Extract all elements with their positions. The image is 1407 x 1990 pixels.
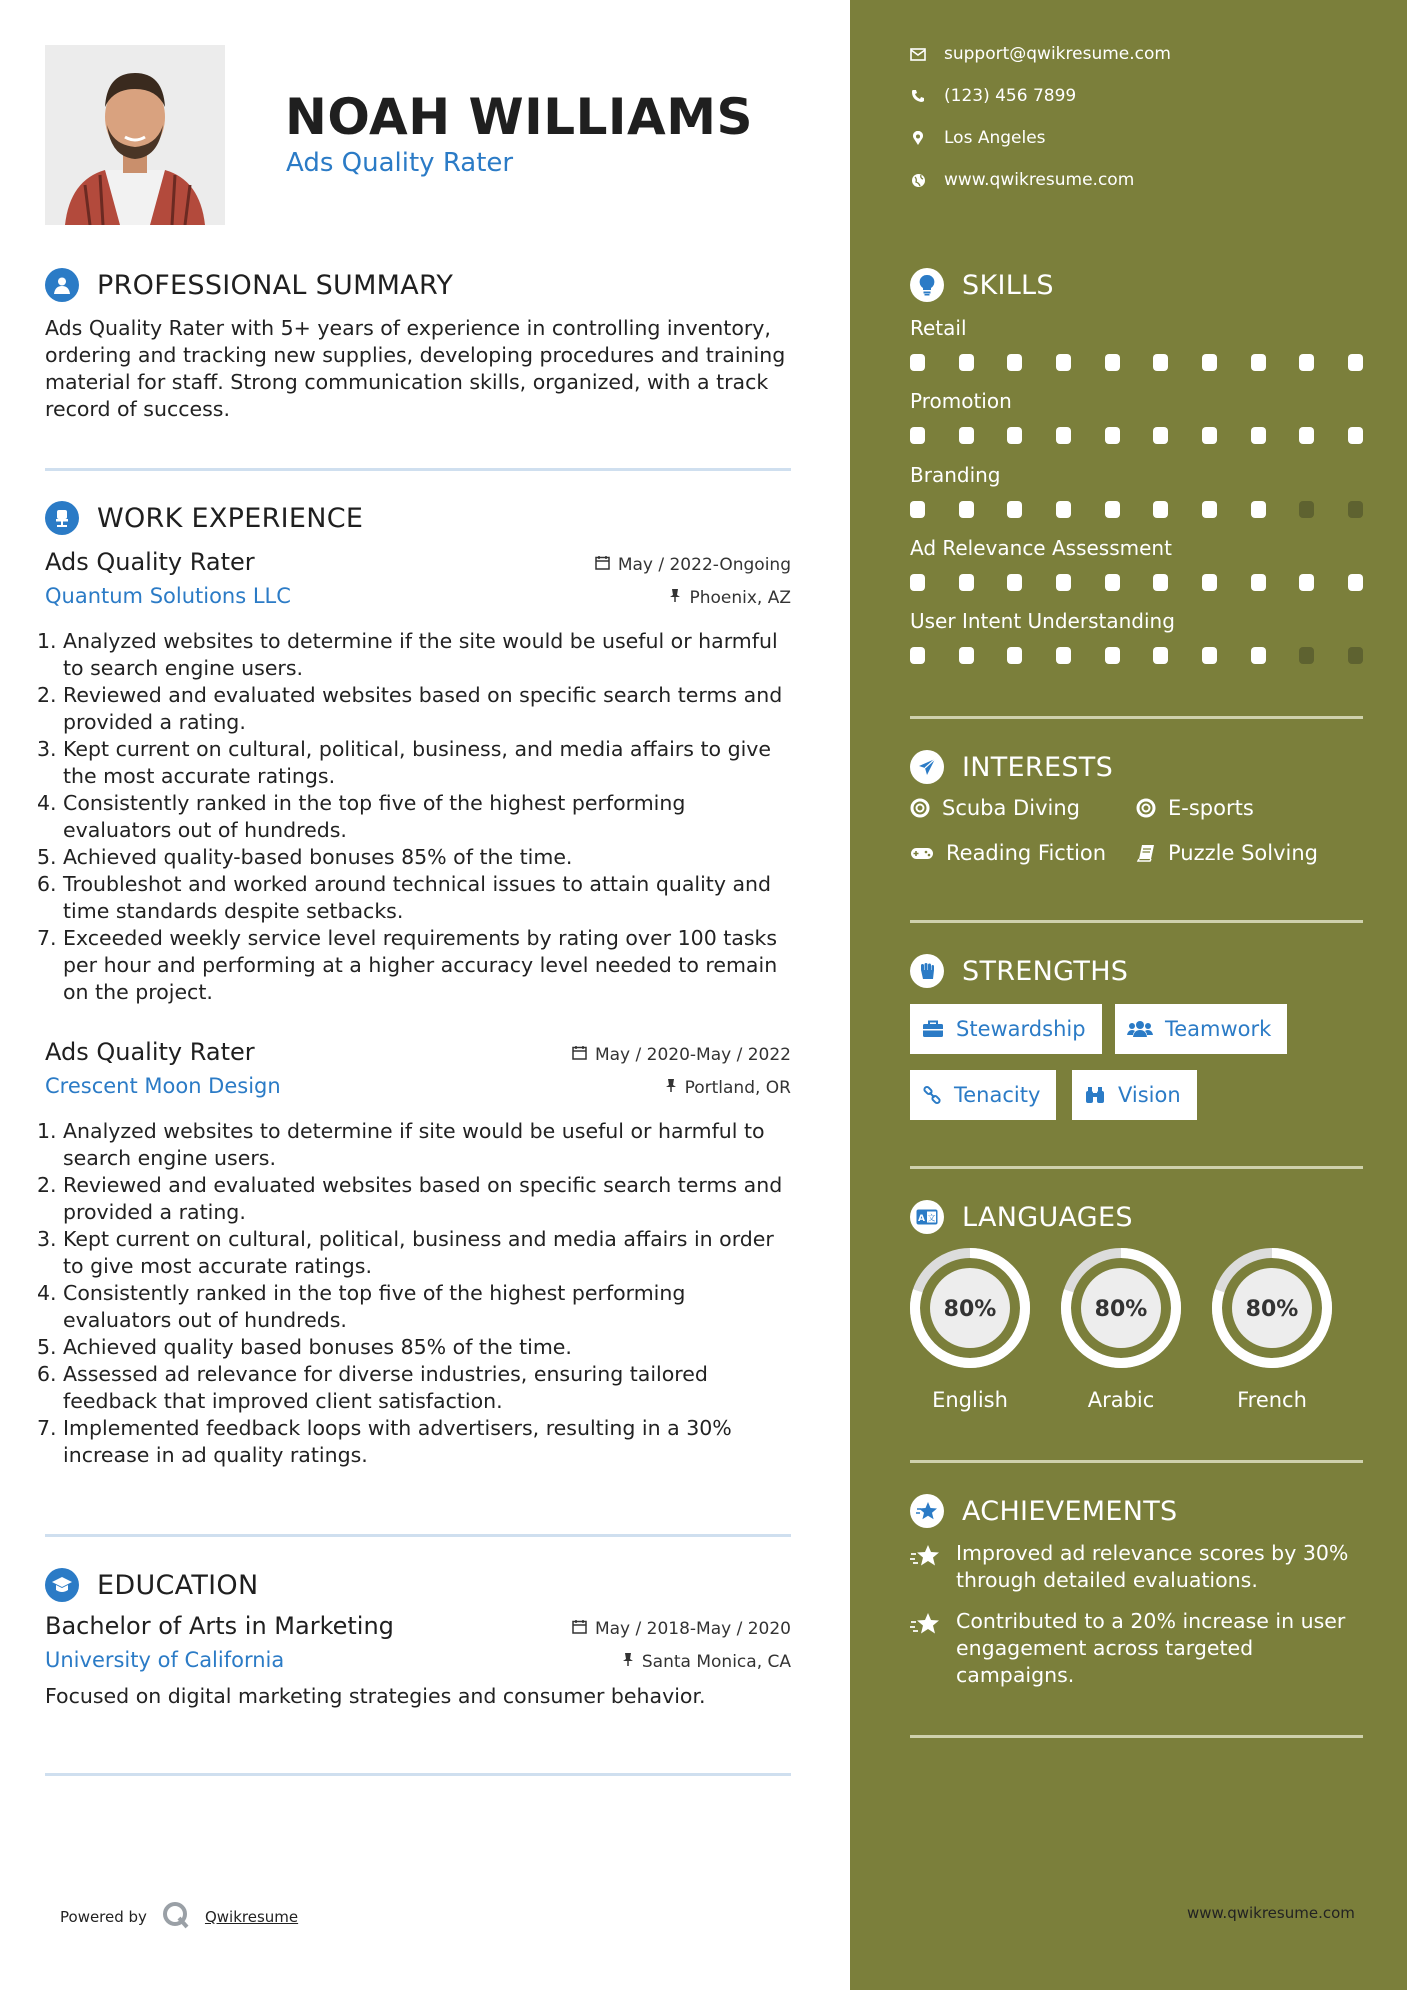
chair-icon — [45, 501, 79, 535]
language-name: Arabic — [1087, 1388, 1155, 1412]
graduation-cap-icon — [45, 1568, 79, 1602]
skill-dot — [1299, 354, 1314, 371]
skill-item — [910, 609, 1363, 664]
education-date-text: May / 2018-May / 2020 — [594, 1619, 791, 1639]
education-heading — [45, 1568, 258, 1602]
fist-icon — [910, 954, 944, 988]
skill-dot — [1348, 501, 1363, 518]
strength-label: Stewardship — [956, 1017, 1086, 1041]
job-date-text: May / 2020-May / 2022 — [594, 1045, 791, 1065]
education-title: EDUCATION — [97, 1569, 259, 1601]
education-location-text: Santa Monica, CA — [641, 1652, 791, 1672]
calendar-icon — [572, 1045, 587, 1065]
pin-icon — [669, 588, 681, 608]
skill-dot — [1056, 427, 1071, 444]
contact-email — [910, 44, 1171, 64]
languages-heading — [910, 1200, 1133, 1234]
interests-title: INTERESTS — [962, 751, 1114, 783]
skill-dot — [1105, 647, 1120, 664]
skill-dot — [910, 501, 925, 518]
achievements-heading — [910, 1494, 1178, 1528]
globe-icon — [910, 172, 926, 188]
skill-dot — [1299, 647, 1314, 664]
language-percent: 80% — [1245, 1297, 1299, 1322]
skill-rating — [910, 501, 1363, 518]
skill-dot — [1056, 574, 1071, 591]
interest-label: Scuba Diving — [942, 796, 1080, 820]
divider — [45, 1773, 791, 1776]
user-icon — [45, 268, 79, 302]
contact-location — [910, 128, 1046, 148]
contact-phone — [910, 86, 1076, 106]
skill-item — [910, 389, 1363, 444]
language-item — [1210, 1246, 1334, 1412]
svg-text:文: 文 — [927, 1213, 936, 1223]
school: University of California — [45, 1648, 285, 1672]
list-item: 6. Troubleshot and worked around technical issues to attain quality and time standards despite setbacks. — [37, 872, 772, 923]
skill-dot — [1251, 427, 1266, 444]
skill-rating — [910, 354, 1363, 371]
job-entry — [37, 1038, 791, 1469]
job-title: Ads Quality Rater — [45, 1038, 255, 1066]
achievements-title: ACHIEVEMENTS — [962, 1495, 1178, 1527]
strengths-heading — [910, 954, 1128, 988]
job-duties — [37, 628, 791, 1006]
list-item: 7. Exceeded weekly service level requirements by rating over 100 tasks per hour and performing at a higher accuracy level needed to remain on the project. — [37, 926, 778, 1004]
job-date — [572, 1045, 791, 1065]
interest-label: Puzzle Solving — [1168, 841, 1318, 865]
skill-dot — [1251, 574, 1266, 591]
experience-title: WORK EXPERIENCE — [97, 502, 364, 534]
skill-name: Promotion — [910, 389, 1012, 413]
star-icon — [910, 1608, 942, 1640]
calendar-icon — [572, 1619, 587, 1639]
list-item: 5. Achieved quality-based bonuses 85% of the time. — [37, 845, 573, 869]
skill-dot — [1056, 647, 1071, 664]
skill-dot — [1007, 354, 1022, 371]
contact-website-text[interactable]: www.qwikresume.com — [944, 170, 1135, 190]
list-item: 2. Reviewed and evaluated websites based on specific search terms and provided a rating. — [37, 1173, 783, 1224]
skill-dot — [959, 354, 974, 371]
skill-dot — [1251, 501, 1266, 518]
skill-dot — [1202, 354, 1217, 371]
book-icon — [1136, 843, 1156, 863]
list-item: 4. Consistently ranked in the top five of the highest performing evaluators out of hundreds. — [37, 1281, 686, 1332]
language-name: French — [1237, 1388, 1307, 1412]
skill-dot — [1202, 647, 1217, 664]
skill-dot — [1348, 574, 1363, 591]
strength-badge — [910, 1004, 1102, 1054]
language-gauge — [908, 1246, 1032, 1370]
translate-icon — [910, 1200, 944, 1234]
achievement-item — [910, 1540, 1370, 1594]
skill-name: Ad Relevance Assessment — [910, 536, 1172, 560]
skill-dot — [1251, 647, 1266, 664]
list-item: 1. Analyzed websites to determine if site would be useful or harmful to search engine users. — [37, 1119, 765, 1170]
interests-heading — [910, 750, 1113, 784]
contact-website — [910, 170, 1134, 190]
strengths-title: STRENGTHS — [962, 955, 1129, 987]
skill-name: Retail — [910, 316, 967, 340]
contact-phone-text: (123) 456 7899 — [944, 86, 1077, 106]
powered-by — [60, 1900, 298, 1934]
divider — [910, 1166, 1363, 1169]
skill-dot — [959, 574, 974, 591]
education-date — [572, 1619, 791, 1639]
briefcase-icon — [922, 1020, 944, 1038]
list-item: 4. Consistently ranked in the top five of the highest performing evaluators out of hundreds. — [37, 791, 686, 842]
skill-rating — [910, 647, 1363, 664]
calendar-icon — [595, 555, 610, 575]
pin-icon — [622, 1652, 634, 1672]
job-duties — [37, 1118, 791, 1469]
footer-url[interactable]: www.qwikresume.com — [1187, 1904, 1355, 1922]
contact-location-text: Los Angeles — [944, 128, 1046, 148]
skill-dot — [910, 427, 925, 444]
skill-item — [910, 463, 1363, 518]
divider — [45, 1534, 791, 1537]
skill-dot — [1056, 354, 1071, 371]
pin-icon — [665, 1078, 677, 1098]
achievement-text: Contributed to a 20% increase in user engagement across targeted campaigns. — [956, 1609, 1346, 1687]
divider — [910, 1735, 1363, 1738]
skill-dot — [1153, 574, 1168, 591]
strength-badge — [1115, 1004, 1287, 1054]
skill-dot — [1202, 501, 1217, 518]
education-description: Focused on digital marketing strategies and consumer behavior. — [45, 1684, 706, 1708]
education-location — [622, 1652, 791, 1672]
language-gauge — [1210, 1246, 1334, 1370]
list-item: 2. Reviewed and evaluated websites based on specific search terms and provided a rating. — [37, 683, 783, 734]
job-location — [665, 1078, 791, 1098]
strength-label: Tenacity — [954, 1083, 1041, 1107]
powered-by-label: Powered by — [60, 1908, 147, 1926]
candidate-title: Ads Quality Rater — [286, 148, 514, 178]
star-icon — [910, 1494, 944, 1528]
skill-dot — [1105, 501, 1120, 518]
skill-item — [910, 316, 1363, 371]
list-item: 3. Kept current on cultural, political, business and media affairs in order to give most accurate ratings. — [37, 1227, 774, 1278]
interest-item — [910, 796, 1080, 820]
job-location-text: Phoenix, AZ — [689, 588, 791, 608]
skill-name: User Intent Understanding — [910, 609, 1175, 633]
job-company: Quantum Solutions LLC — [45, 584, 291, 608]
skill-dot — [1153, 501, 1168, 518]
summary-title: PROFESSIONAL SUMMARY — [97, 269, 454, 301]
language-item — [908, 1246, 1032, 1412]
map-marker-icon — [910, 130, 926, 146]
skill-dot — [1007, 574, 1022, 591]
phone-icon — [910, 88, 926, 104]
star-icon — [910, 1540, 942, 1572]
strength-label: Vision — [1118, 1083, 1181, 1107]
achievement-item — [910, 1608, 1370, 1689]
list-item: 1. Analyzed websites to determine if the site would be useful or harmful to search engine users. — [37, 629, 778, 680]
language-item — [1059, 1246, 1183, 1412]
skill-dot — [1105, 354, 1120, 371]
interest-item — [1136, 796, 1254, 820]
interest-item — [1136, 841, 1318, 865]
list-item: 7. Implemented feedback loops with advertisers, resulting in a 30% increase in ad quality ratings. — [37, 1416, 732, 1467]
binoculars-icon — [1084, 1085, 1106, 1105]
language-name: English — [932, 1388, 1008, 1412]
job-date-text: May / 2022-Ongoing — [617, 555, 791, 575]
skills-heading — [910, 268, 1054, 302]
profile-photo — [45, 45, 225, 225]
job-entry — [37, 548, 791, 1006]
skill-dot — [910, 574, 925, 591]
language-percent: 80% — [943, 1297, 997, 1322]
achievement-text: Improved ad relevance scores by 30% through detailed evaluations. — [956, 1541, 1349, 1592]
interest-label: E-sports — [1168, 796, 1254, 820]
list-item: 3. Kept current on cultural, political, business, and media affairs to give the most accurate ratings. — [37, 737, 772, 788]
interest-label: Reading Fiction — [946, 841, 1107, 865]
skill-dot — [1007, 647, 1022, 664]
skill-item — [910, 536, 1363, 591]
skill-dot — [1348, 647, 1363, 664]
skill-dot — [1202, 574, 1217, 591]
envelope-icon — [910, 46, 926, 62]
skill-dot — [1007, 501, 1022, 518]
skill-dot — [959, 427, 974, 444]
language-gauge — [1059, 1246, 1183, 1370]
skill-dot — [1251, 354, 1266, 371]
svg-text:A: A — [918, 1214, 925, 1224]
list-item: 6. Assessed ad relevance for diverse industries, ensuring tailored feedback that improved client satisfaction. — [37, 1362, 708, 1413]
skill-dot — [1105, 427, 1120, 444]
divider — [45, 468, 791, 471]
qwikresume-logo-icon — [161, 1900, 191, 1934]
skill-name: Branding — [910, 463, 1001, 487]
language-percent: 80% — [1094, 1297, 1148, 1322]
interest-item — [910, 841, 1106, 865]
skill-dot — [959, 501, 974, 518]
degree: Bachelor of Arts in Marketing — [45, 1612, 394, 1640]
users-icon — [1127, 1020, 1153, 1038]
skill-dot — [910, 647, 925, 664]
skills-title: SKILLS — [962, 269, 1054, 301]
languages-title: LANGUAGES — [962, 1201, 1133, 1233]
skill-dot — [1007, 427, 1022, 444]
skill-dot — [1299, 574, 1314, 591]
job-date — [595, 555, 791, 575]
skill-dot — [1348, 354, 1363, 371]
strength-label: Teamwork — [1165, 1017, 1272, 1041]
candidate-name: NOAH WILLIAMS — [285, 88, 753, 146]
list-item: 5. Achieved quality based bonuses 85% of the time. — [37, 1335, 572, 1359]
job-company: Crescent Moon Design — [45, 1074, 281, 1098]
summary-heading — [45, 268, 453, 302]
contact-email-text[interactable]: support@qwikresume.com — [944, 44, 1171, 64]
summary-text: Ads Quality Rater with 5+ years of experience in controlling inventory, ordering and tracking new supplies, developing procedures and training material for staff. Strong communication skills, organized, with a track record of success. — [45, 316, 786, 421]
skill-dot — [910, 354, 925, 371]
qwikresume-link[interactable]: Qwikresume — [204, 1908, 299, 1926]
divider — [910, 920, 1363, 923]
job-location-text: Portland, OR — [684, 1078, 791, 1098]
skill-dot — [1299, 501, 1314, 518]
life-ring-icon — [910, 798, 930, 818]
strength-badge — [910, 1070, 1056, 1120]
skill-dot — [959, 647, 974, 664]
skill-rating — [910, 574, 1363, 591]
skill-dot — [1299, 427, 1314, 444]
skill-dot — [1202, 427, 1217, 444]
life-ring-icon — [1136, 798, 1156, 818]
education-entry — [45, 1612, 791, 1708]
experience-heading — [45, 501, 363, 535]
skill-dot — [1105, 574, 1120, 591]
divider — [910, 716, 1363, 719]
divider — [910, 1460, 1363, 1463]
gamepad-icon — [910, 845, 934, 861]
skill-dot — [1153, 427, 1168, 444]
sidebar — [850, 0, 1407, 1990]
skill-rating — [910, 427, 1363, 444]
skill-dot — [1056, 501, 1071, 518]
link-icon — [922, 1085, 942, 1105]
skill-dot — [1153, 647, 1168, 664]
strength-badge — [1072, 1070, 1197, 1120]
lightbulb-icon — [910, 268, 944, 302]
skill-dot — [1348, 427, 1363, 444]
paper-plane-icon — [910, 750, 944, 784]
job-title: Ads Quality Rater — [45, 548, 255, 576]
skill-dot — [1153, 354, 1168, 371]
job-location — [669, 588, 791, 608]
